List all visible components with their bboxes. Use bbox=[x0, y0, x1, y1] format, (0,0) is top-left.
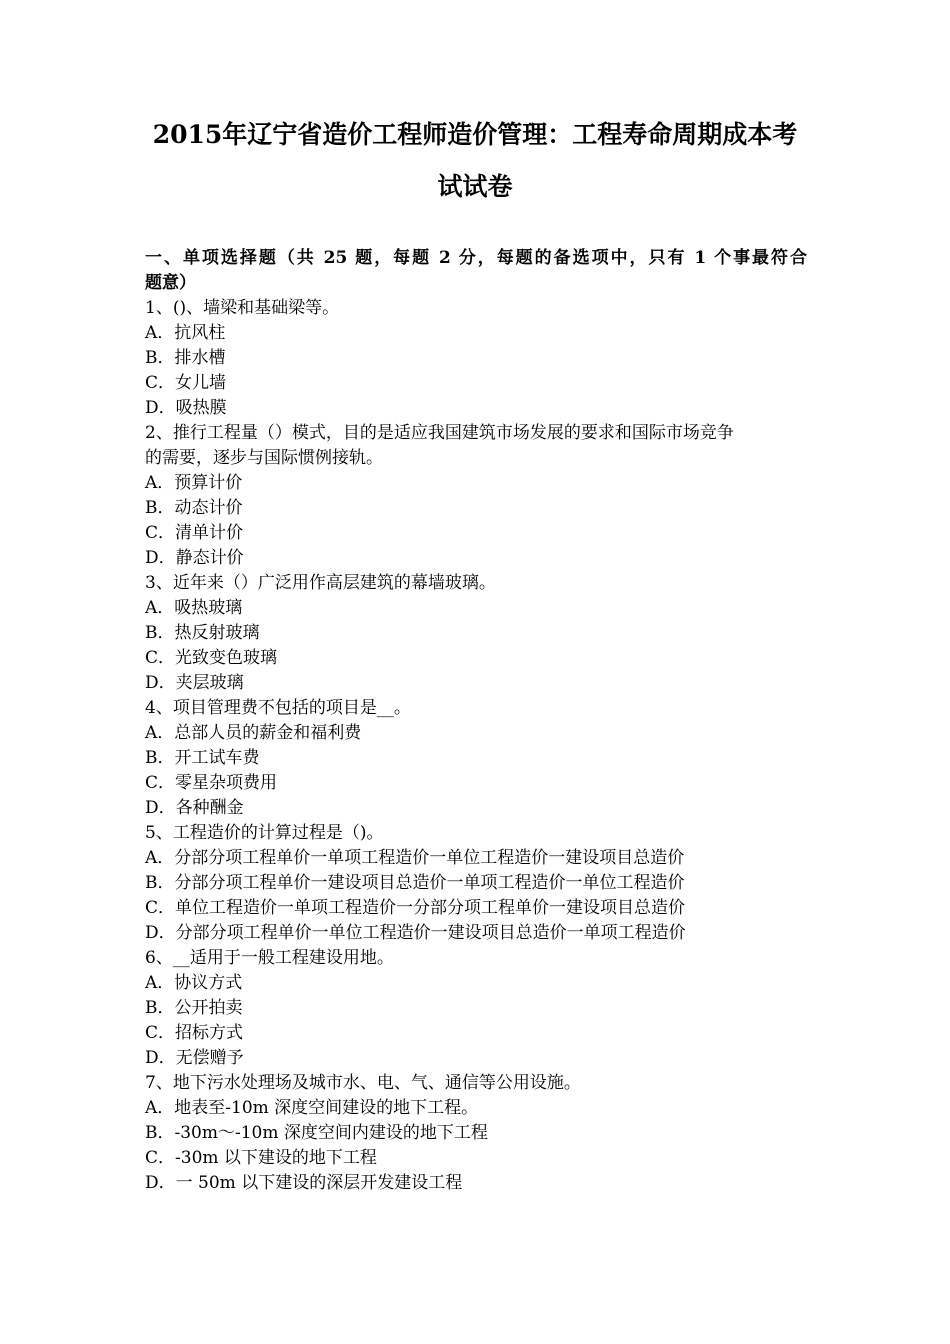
option-c: C．女儿墙 bbox=[145, 373, 227, 393]
option-d: D．一 50m 以下建设的深层开发建设工程 bbox=[145, 1173, 463, 1193]
question-stem: 3、近年来（）广泛用作高层建筑的幕墙玻璃。 bbox=[145, 573, 496, 593]
question-stem-continued: 的需要，逐步与国际惯例接轨。 bbox=[145, 448, 383, 468]
question-stem: 7、地下污水处理场及城市水、电、气、通信等公用设施。 bbox=[145, 1073, 581, 1093]
document-title-line-2: 试试卷 bbox=[437, 172, 513, 201]
option-a: A．预算计价 bbox=[145, 473, 243, 493]
question-6 bbox=[145, 946, 807, 1071]
option-c: C．零星杂项费用 bbox=[145, 773, 278, 793]
question-stem: 2、推行工程量（）模式，目的是适应我国建筑市场发展的要求和国际市场竞争 bbox=[145, 423, 734, 443]
option-a: A．抗风柱 bbox=[145, 323, 226, 343]
option-b: B．动态计价 bbox=[145, 498, 243, 518]
question-4 bbox=[145, 696, 807, 821]
option-a: A．地表至-10m 深度空间建设的地下工程。 bbox=[145, 1098, 479, 1118]
question-stem: 4、项目管理费不包括的项目是__。 bbox=[145, 698, 411, 718]
option-d: D．各种酬金 bbox=[145, 798, 244, 818]
option-b: B．热反射玻璃 bbox=[145, 623, 260, 643]
option-d: D．吸热膜 bbox=[145, 398, 227, 418]
document-body bbox=[145, 246, 807, 1196]
option-b: B．分部分项工程单价一建设项目总造价一单项工程造价一单位工程造价 bbox=[145, 873, 685, 893]
option-d: D．夹层玻璃 bbox=[145, 673, 244, 693]
question-3 bbox=[145, 571, 807, 696]
option-d: D．静态计价 bbox=[145, 548, 244, 568]
option-c: C．光致变色玻璃 bbox=[145, 648, 278, 668]
question-stem: 5、工程造价的计算过程是（)。 bbox=[145, 823, 384, 843]
option-c: C．-30m 以下建设的地下工程 bbox=[145, 1148, 377, 1168]
option-b: B．排水槽 bbox=[145, 348, 226, 368]
section-heading-line-1: 一、单项选择题（共 25 题，每题 2 分，每题的备选项中，只有 1 个事最符合 bbox=[145, 248, 807, 268]
option-d: D．分部分项工程单价一单位工程造价一建设项目总造价一单项工程造价 bbox=[145, 923, 686, 943]
option-c: C．单位工程造价一单项工程造价一分部分项工程单价一建设项目总造价 bbox=[145, 898, 686, 918]
question-stem: 6、__适用于一般工程建设用地。 bbox=[145, 948, 394, 968]
option-a: A．总部人员的薪金和福利费 bbox=[145, 723, 362, 743]
option-a: A．分部分项工程单价一单项工程造价一单位工程造价一建设项目总造价 bbox=[145, 848, 685, 868]
question-7 bbox=[145, 1071, 807, 1196]
option-a: A．吸热玻璃 bbox=[145, 598, 243, 618]
option-b: B．开工试车费 bbox=[145, 748, 260, 768]
option-c: C．清单计价 bbox=[145, 523, 244, 543]
question-5 bbox=[145, 821, 807, 946]
option-a: A．协议方式 bbox=[145, 973, 243, 993]
question-stem: 1、()、墙梁和基础梁等。 bbox=[145, 298, 340, 318]
option-b: B．公开拍卖 bbox=[145, 998, 243, 1018]
section-heading bbox=[145, 246, 807, 296]
option-d: D．无偿赠予 bbox=[145, 1048, 244, 1068]
document-title-line-1: 2015年辽宁省造价工程师造价管理：工程寿命周期成本考 bbox=[152, 120, 798, 149]
section-heading-line-2: 题意） bbox=[145, 273, 196, 293]
question-2 bbox=[145, 421, 807, 571]
option-c: C．招标方式 bbox=[145, 1023, 244, 1043]
question-1 bbox=[145, 296, 807, 421]
option-b: B．-30m～-10m 深度空间内建设的地下工程 bbox=[145, 1123, 488, 1143]
